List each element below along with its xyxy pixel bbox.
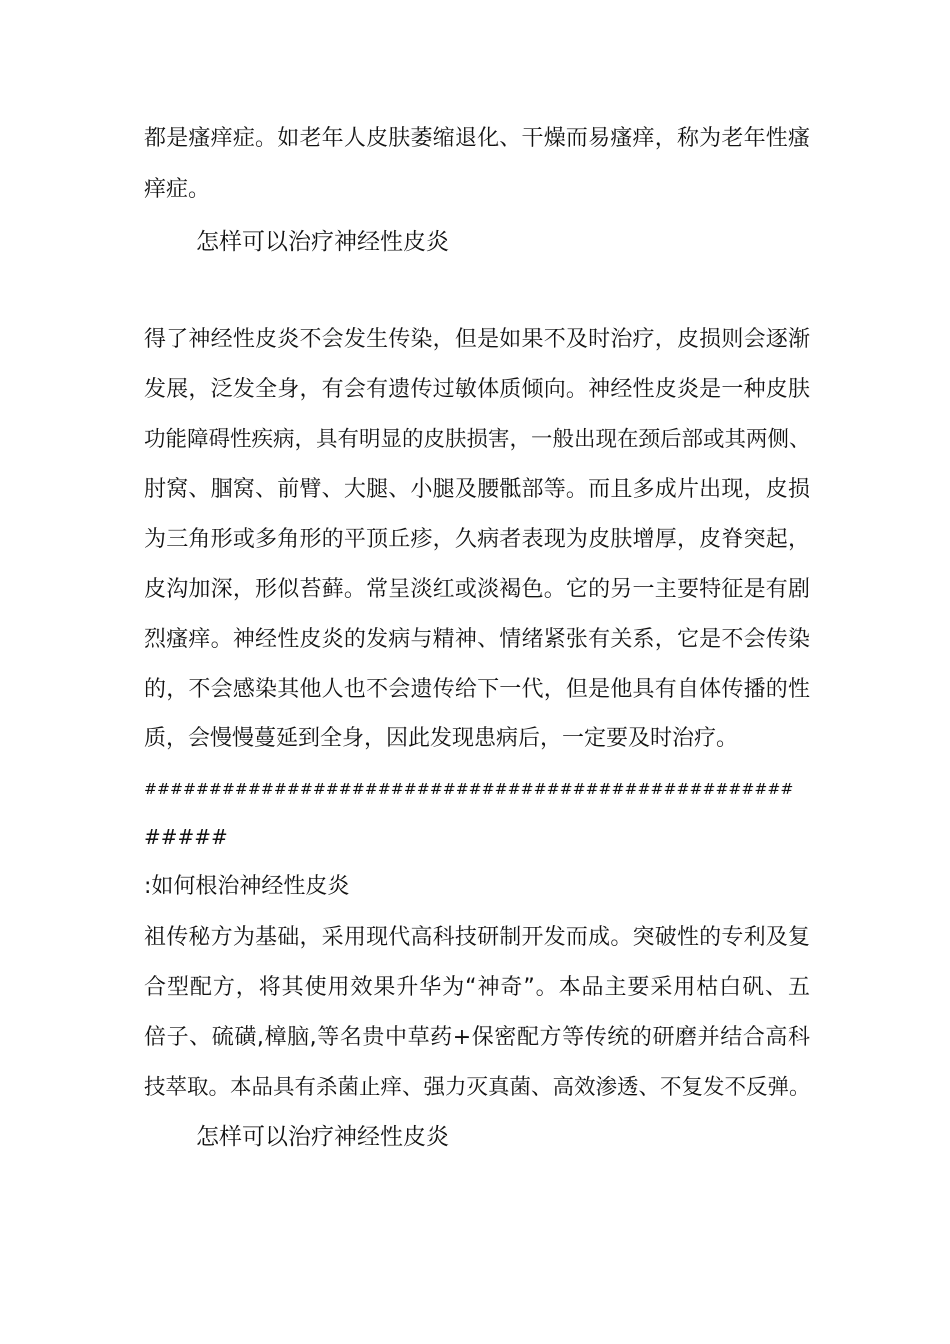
body2-line-4: 技萃取。本品具有杀菌止痒、强力灭真菌、高效渗透、不复发不反弹。 xyxy=(144,1075,811,1100)
body1-line-6: 皮沟加深，形似苔藓。常呈淡红或淡褐色。它的另一主要特征是有剧 xyxy=(144,577,810,602)
separator-line-1: ################################################## xyxy=(144,780,794,798)
intro-line-1: 都是瘙痒症。如老年人皮肤萎缩退化、干燥而易瘙痒，称为老年性瘙 xyxy=(144,126,810,151)
separator-line-2: ##### xyxy=(144,825,228,849)
body1-line-5: 为三角形或多角形的平顶丘疹，久病者表现为皮肤增厚，皮脊突起， xyxy=(144,527,810,552)
body1-line-8: 的，不会感染其他人也不会遗传给下一代，但是他具有自体传播的性 xyxy=(144,677,810,702)
body2-line-2: 合型配方，将其使用效果升华为“神奇”。本品主要采用枯白矾、五 xyxy=(144,975,810,1000)
section-heading-1: 怎样可以治疗神经性皮炎 xyxy=(196,229,449,255)
body1-line-2: 发展，泛发全身，有会有遗传过敏体质倾向。神经性皮炎是一种皮肤 xyxy=(144,377,810,402)
body2-line-1: 祖传秘方为基础，采用现代高科技研制开发而成。突破性的专利及复 xyxy=(144,925,810,950)
section-heading-2: 怎样可以治疗神经性皮炎 xyxy=(196,1124,449,1150)
body1-line-9: 质，会慢慢蔓延到全身，因此发现患病后，一定要及时治疗。 xyxy=(144,726,739,751)
subheading: :如何根治神经性皮炎 xyxy=(144,874,350,899)
body1-line-3: 功能障碍性疾病，具有明显的皮肤损害，一般出现在颈后部或其两侧、 xyxy=(144,427,811,452)
body1-line-1: 得了神经性皮炎不会发生传染，但是如果不及时治疗，皮损则会逐渐 xyxy=(144,327,810,352)
body2-line-3: 倍子、硫磺,樟脑,等名贵中草药+保密配方等传统的研磨并结合高科 xyxy=(144,1025,810,1050)
intro-line-2: 痒症。 xyxy=(144,177,211,202)
body1-line-4: 肘窝、腘窝、前臂、大腿、小腿及腰骶部等。而且多成片出现，皮损 xyxy=(144,477,810,502)
body1-line-7: 烈瘙痒。神经性皮炎的发病与精神、情绪紧张有关系，它是不会传染 xyxy=(144,627,810,652)
